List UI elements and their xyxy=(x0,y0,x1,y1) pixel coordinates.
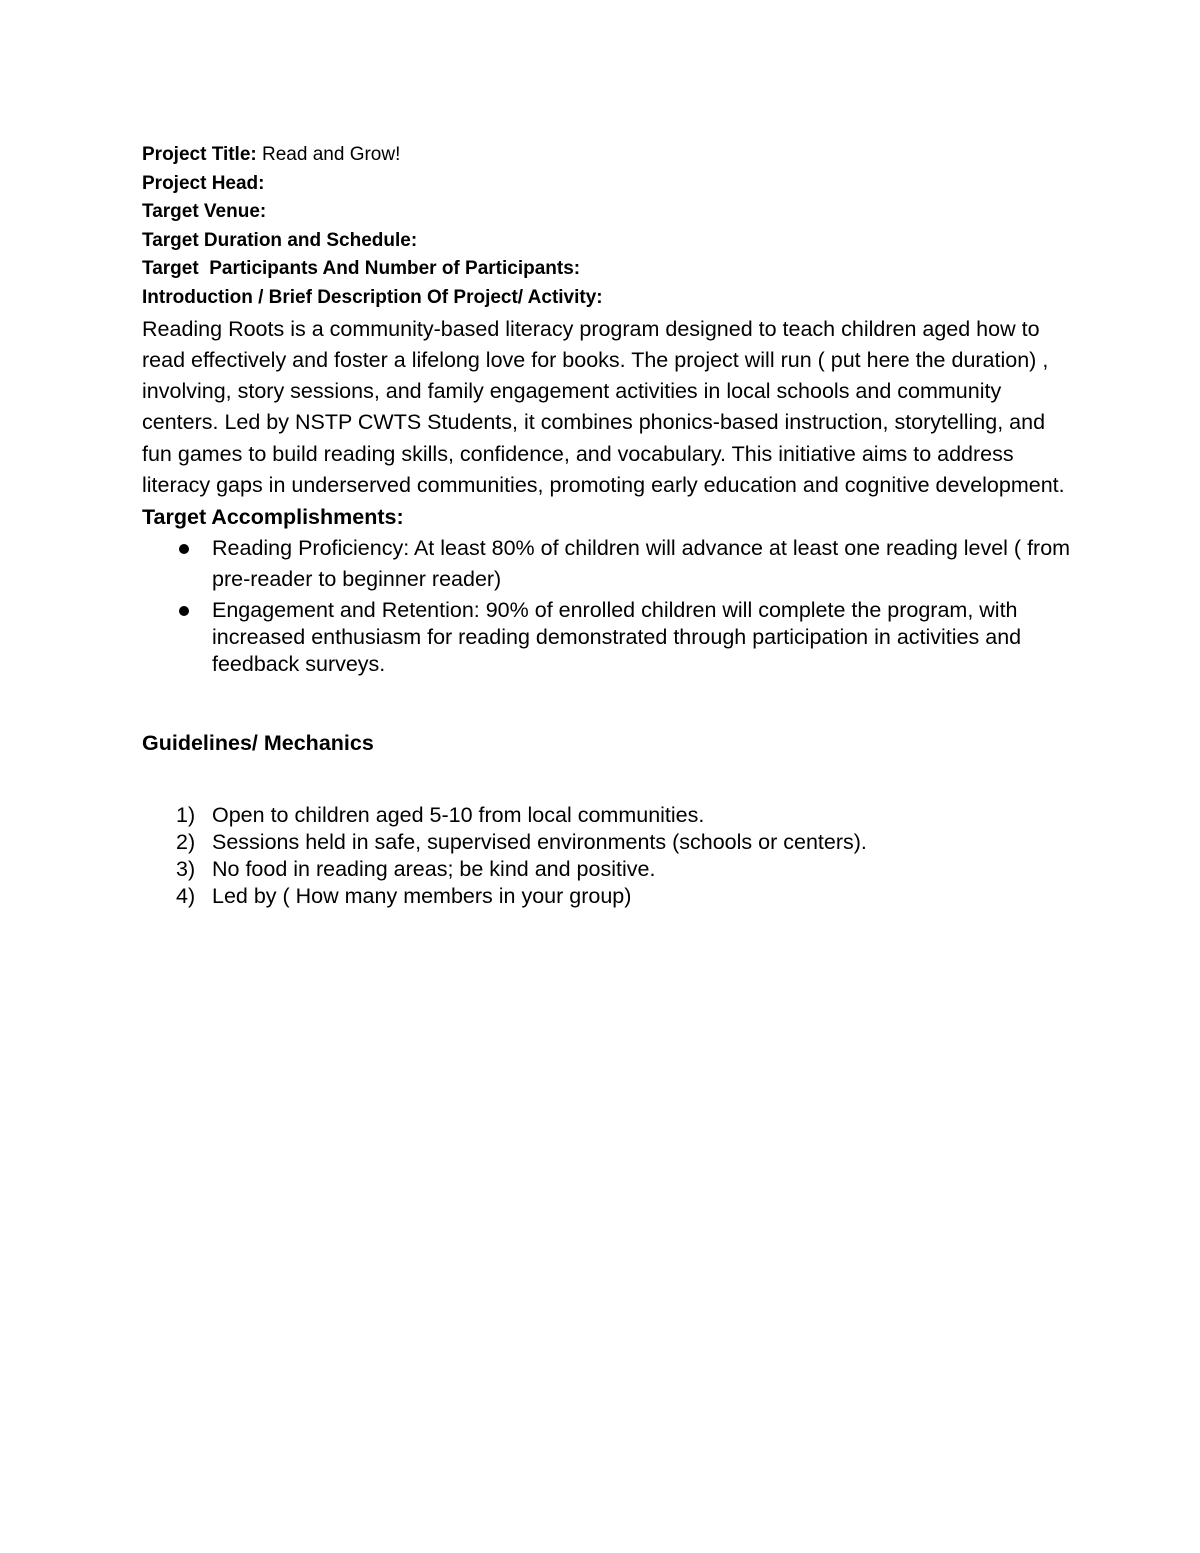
field-label: Introduction / Brief Description Of Project/ Activity: xyxy=(142,286,603,308)
list-item-text: No food in reading areas; be kind and positive. xyxy=(212,857,656,882)
bullet-icon xyxy=(179,606,189,616)
field-value: Read and Grow! xyxy=(256,144,401,165)
list-number: 3) xyxy=(176,857,196,882)
list-item-text: Engagement and Retention: 90% of enrolled children will complete the program, with increased enthusiasm for reading demonstrated through participation in activities and feedback surveys. xyxy=(212,598,1022,677)
list-item xyxy=(142,829,1072,856)
list-number: 2) xyxy=(176,830,196,855)
list-item xyxy=(142,883,1072,910)
field-introduction xyxy=(142,284,1072,313)
field-target-venue xyxy=(142,198,1072,227)
field-project-head xyxy=(142,170,1072,199)
list-item-text: Sessions held in safe, supervised environments (schools or centers). xyxy=(212,830,867,855)
field-target-duration xyxy=(142,227,1072,256)
field-label: Project Head: xyxy=(142,172,265,194)
introduction-paragraph: Reading Roots is a community-based literacy program designed to teach children aged how to read effectively and foster a lifelong love for books. The project will run ( put here the duration) , involving, story sessions, and family engagement activities in local schools and community centers. Led by NSTP CWTS Students, it combines phonics-based instruction, storytelling, and fun games to build reading skills, confidence, and vocabulary. This initiative aims to address literacy gaps in underserved communities, promoting early education and cognitive development. xyxy=(142,316,1065,498)
list-number: 1) xyxy=(176,803,196,828)
field-target-participants xyxy=(142,255,1072,284)
list-item-text: Open to children aged 5-10 from local communities. xyxy=(212,803,705,828)
accomplishments-list xyxy=(142,533,1072,678)
list-item-text: Led by ( How many members in your group) xyxy=(212,884,632,909)
list-item xyxy=(142,597,1072,678)
list-item xyxy=(142,802,1072,829)
list-item xyxy=(142,533,1072,595)
accomplishments-heading: Target Accomplishments: xyxy=(142,505,404,530)
list-item-text: Reading Proficiency: At least 80% of children will advance at least one reading level ( from pre-reader to beginner reader) xyxy=(212,536,1071,592)
document-content xyxy=(142,141,1072,910)
list-item xyxy=(142,856,1072,883)
field-project-title xyxy=(142,141,1072,170)
bullet-icon xyxy=(179,544,189,554)
field-label: Target Participants And Number of Participants: xyxy=(142,258,581,280)
guidelines-list xyxy=(142,802,1072,910)
field-label: Target Venue: xyxy=(142,201,267,223)
field-label: Target Duration and Schedule: xyxy=(142,229,418,251)
list-number: 4) xyxy=(176,884,196,909)
guidelines-heading: Guidelines/ Mechanics xyxy=(142,731,374,756)
field-label: Project Title: xyxy=(142,144,257,165)
